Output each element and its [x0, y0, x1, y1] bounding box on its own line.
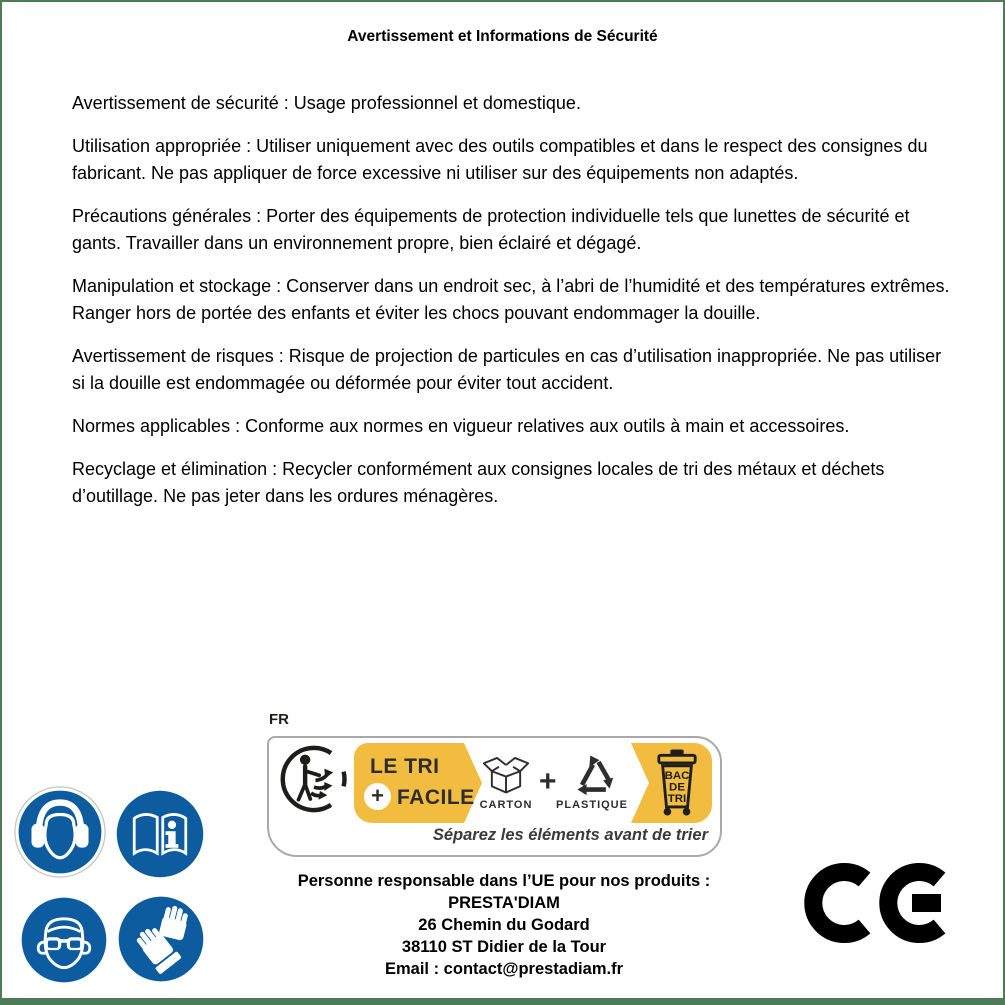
eye-protection-icon	[18, 894, 110, 986]
read-manual-icon	[114, 788, 206, 880]
sorting-instruction-text: Séparez les éléments avant de trier	[432, 826, 708, 844]
carton-box-icon	[478, 750, 534, 796]
facile-text: FACILE	[397, 786, 475, 809]
infotri-yellow-band	[354, 743, 712, 823]
address-city: 38110 ST Didier de la Tour	[401, 938, 607, 956]
triman-icon	[277, 742, 351, 816]
ce-marking-icon	[800, 852, 950, 954]
contact-email: Email : contact@prestadiam.fr	[385, 960, 623, 978]
paragraph-applicable-standards: Normes applicables : Conforme aux normes en vigueur relatives aux outils à main et accessoires.	[72, 416, 850, 436]
page-title: Avertissement et Informations de Sécurité	[347, 28, 658, 45]
paragraph-handling-storage: Manipulation et stockage : Conserver dans un endroit sec, à l’abri de l’humidité et des températures extrêmes. Ranger hors de portée des enfants et éviter les chocs pouvant endommager la douille.	[72, 276, 950, 323]
le-tri-text: LE TRI	[370, 755, 440, 778]
plus-circle-icon: +	[364, 783, 391, 810]
materials-plus-text: +	[539, 765, 557, 798]
paragraph-recycling-disposal: Recyclage et élimination : Recycler conformément aux consignes locales de tri des métaux et déchets d’outillage. Ne pas jeter dans les ordures ménagères.	[72, 459, 885, 506]
carton-label: CARTON	[479, 799, 533, 811]
paragraph-appropriate-use: Utilisation appropriée : Utiliser uniquement avec des outils compatibles et dans le respect des consignes du fabricant. Ne pas appliquer de force excessive ni utiliser sur des équipements non adaptés.	[72, 136, 928, 183]
infotri-label	[267, 736, 722, 857]
ear-protection-icon	[14, 786, 106, 878]
paragraph-general-precautions: Précautions générales : Porter des équipements de protection individuelle tels que lunettes de sécurité et gants. Travailler dans un environnement propre, bien éclairé et dégagé.	[72, 206, 910, 253]
responsible-person-block	[154, 870, 854, 980]
safety-paragraphs	[72, 90, 950, 510]
bin-text-tri: TRI	[667, 793, 687, 806]
sorting-bin-icon	[655, 748, 699, 818]
bin-text-bac: BAC	[664, 770, 690, 783]
bin-text-de: DE	[669, 781, 685, 794]
paragraph-risk-warning: Avertissement de risques : Risque de projection de particules en cas d’utilisation inappropriée. Ne pas utiliser si la douille est endommagée ou déformée pour éviter tout accident.	[72, 346, 942, 393]
country-code-label: FR	[269, 711, 289, 728]
address-street: 26 Chemin du Godard	[418, 916, 590, 934]
responsible-intro-line: Personne responsable dans l’UE pour nos produits :	[297, 872, 711, 890]
recycling-triangle-icon	[570, 750, 616, 796]
paragraph-safety-warning: Avertissement de sécurité : Usage professionnel et domestique.	[72, 93, 581, 113]
company-name: PRESTA'DIAM	[448, 894, 560, 912]
plastique-label: PLASTIQUE	[556, 799, 628, 811]
